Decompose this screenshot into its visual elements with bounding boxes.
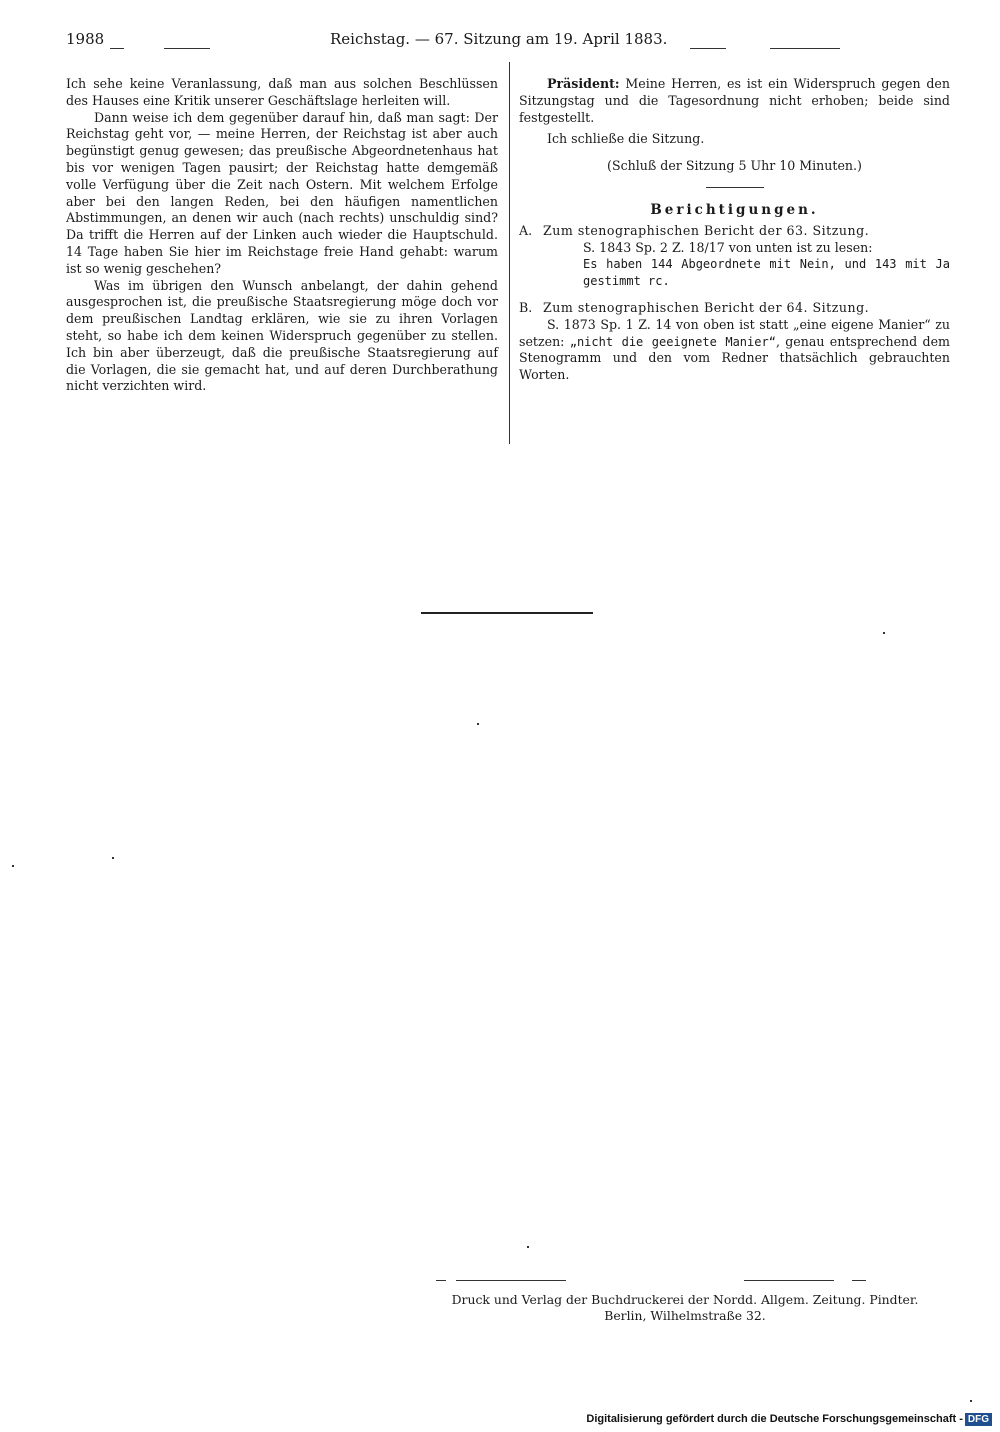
funding-note: Digitalisierung gefördert durch die Deutsche Forschungsgemeinschaft - xyxy=(586,1413,963,1425)
closing-statement: Ich schließe die Sitzung. xyxy=(547,131,705,147)
president-remark xyxy=(519,76,950,126)
connector: zu setzen: xyxy=(519,316,950,349)
correction-title xyxy=(519,300,950,317)
speaker-label: Präsident: xyxy=(547,76,620,91)
session-end: (Schluß der Sitzung 5 Uhr 10 Minuten.) xyxy=(607,158,862,174)
imprint-rule xyxy=(436,1280,446,1281)
scan-speck xyxy=(477,723,479,725)
header-rule xyxy=(770,48,840,49)
imprint xyxy=(420,1292,950,1324)
scan-speck xyxy=(970,1400,972,1402)
correction-letter: B. xyxy=(519,299,533,315)
correction-text: Es haben 144 Abgeordnete mit Nein, und 143 mit Ja gestimmt rc. xyxy=(583,257,950,289)
paragraph: Dann weise ich dem gegenüber darauf hin, daß man sagt: Der Reichstag geht vor, — meine Herren, der Reichstag ist aber auch begünstigt genug gewesen; das preußische Abgeordnetenhaus hat bis vor wenigen Tagen pausirt; der Reichstag hatte demgemäß volle Verfügung über die Zeit nach Ostern. Mit welchem Erfolge aber bei den langen Reden, bei den häufigen namentlichen Abstimmungen, an denen wir auch (nach rechts) unschuldig sind? Da trifft die Herren auf der Linken auch wieder die Hauptschuld. 14 Tage haben Sie hier im Reichstage freie Hand gehabt: warum ist so wenig geschehen? xyxy=(66,109,498,276)
running-title: Reichstag. — 67. Sitzung am 19. April 1883. xyxy=(330,30,668,48)
header-rule xyxy=(164,48,210,49)
president-text: Meine Herren, es ist ein Widerspruch gegen den Sitzungstag und die Tagesordnung nicht erhoben; beide sind festgestellt. xyxy=(519,76,950,125)
paragraph: Ich sehe keine Veranlassung, daß man aus solchen Beschlüssen des Hauses eine Kritik unserer Geschäftslage herleiten will. xyxy=(66,76,498,108)
correction-text xyxy=(519,317,950,384)
scan-speck xyxy=(12,865,14,867)
imprint-rule xyxy=(456,1280,566,1281)
dfg-logo: DFG xyxy=(965,1413,992,1426)
imprint-line: Druck und Verlag der Buchdruckerei der Nordd. Allgem. Zeitung. Pindter. xyxy=(451,1292,919,1307)
right-column xyxy=(519,76,950,384)
corrections-heading: Berichtigungen. xyxy=(650,201,819,218)
page-number: 1988 xyxy=(66,30,105,48)
digitization-footer xyxy=(586,1410,992,1428)
paragraph: Was im übrigen den Wunsch anbelangt, der dahin gehend ausgesprochen ist, die preußische Staatsregierung möge doch vor dem preußischen Landtag erklären, wie sie zu ihren Vorlagen steht, so habe ich dem keinen Widerspruch gegenüber zu stellen. Ich bin aber überzeugt, daß die preußische Staatsregierung auf die Vorlagen, die sie gemacht hat, und auf deren Durchberathung nicht verzichten wird. xyxy=(66,277,498,394)
header-rule xyxy=(690,48,726,49)
page-header xyxy=(66,30,950,54)
imprint-rule xyxy=(744,1280,834,1281)
left-column xyxy=(66,76,498,395)
header-rule xyxy=(110,48,124,49)
original-phrase: „eine eigene Manier“ xyxy=(792,316,931,332)
correction-location: S. 1873 Sp. 1 Z. 14 von oben ist statt xyxy=(547,316,789,332)
scan-speck xyxy=(112,857,114,859)
correction-title xyxy=(519,223,950,240)
end-rule xyxy=(421,612,593,614)
correction-location: S. 1843 Sp. 2 Z. 18/17 von unten ist zu lesen: xyxy=(583,239,873,255)
correction-letter: A. xyxy=(519,222,533,238)
imprint-line: Berlin, Wilhelmstraße 32. xyxy=(604,1308,766,1323)
replacement-phrase: „nicht die geeignete Manier“ xyxy=(569,334,776,349)
correction-tail: , genau entsprechend dem Stenogramm und den vom Redner thatsächlich gebrauchten Worten. xyxy=(519,333,950,383)
correction-heading-text: Zum stenographischen Bericht der 64. Sitzung. xyxy=(543,299,870,315)
imprint-rule xyxy=(852,1280,866,1281)
scan-speck xyxy=(527,1246,529,1248)
column-divider xyxy=(509,62,510,444)
scan-speck xyxy=(883,632,885,634)
correction-heading-text: Zum stenographischen Bericht der 63. Sitzung. xyxy=(543,222,870,238)
section-rule xyxy=(706,187,764,188)
